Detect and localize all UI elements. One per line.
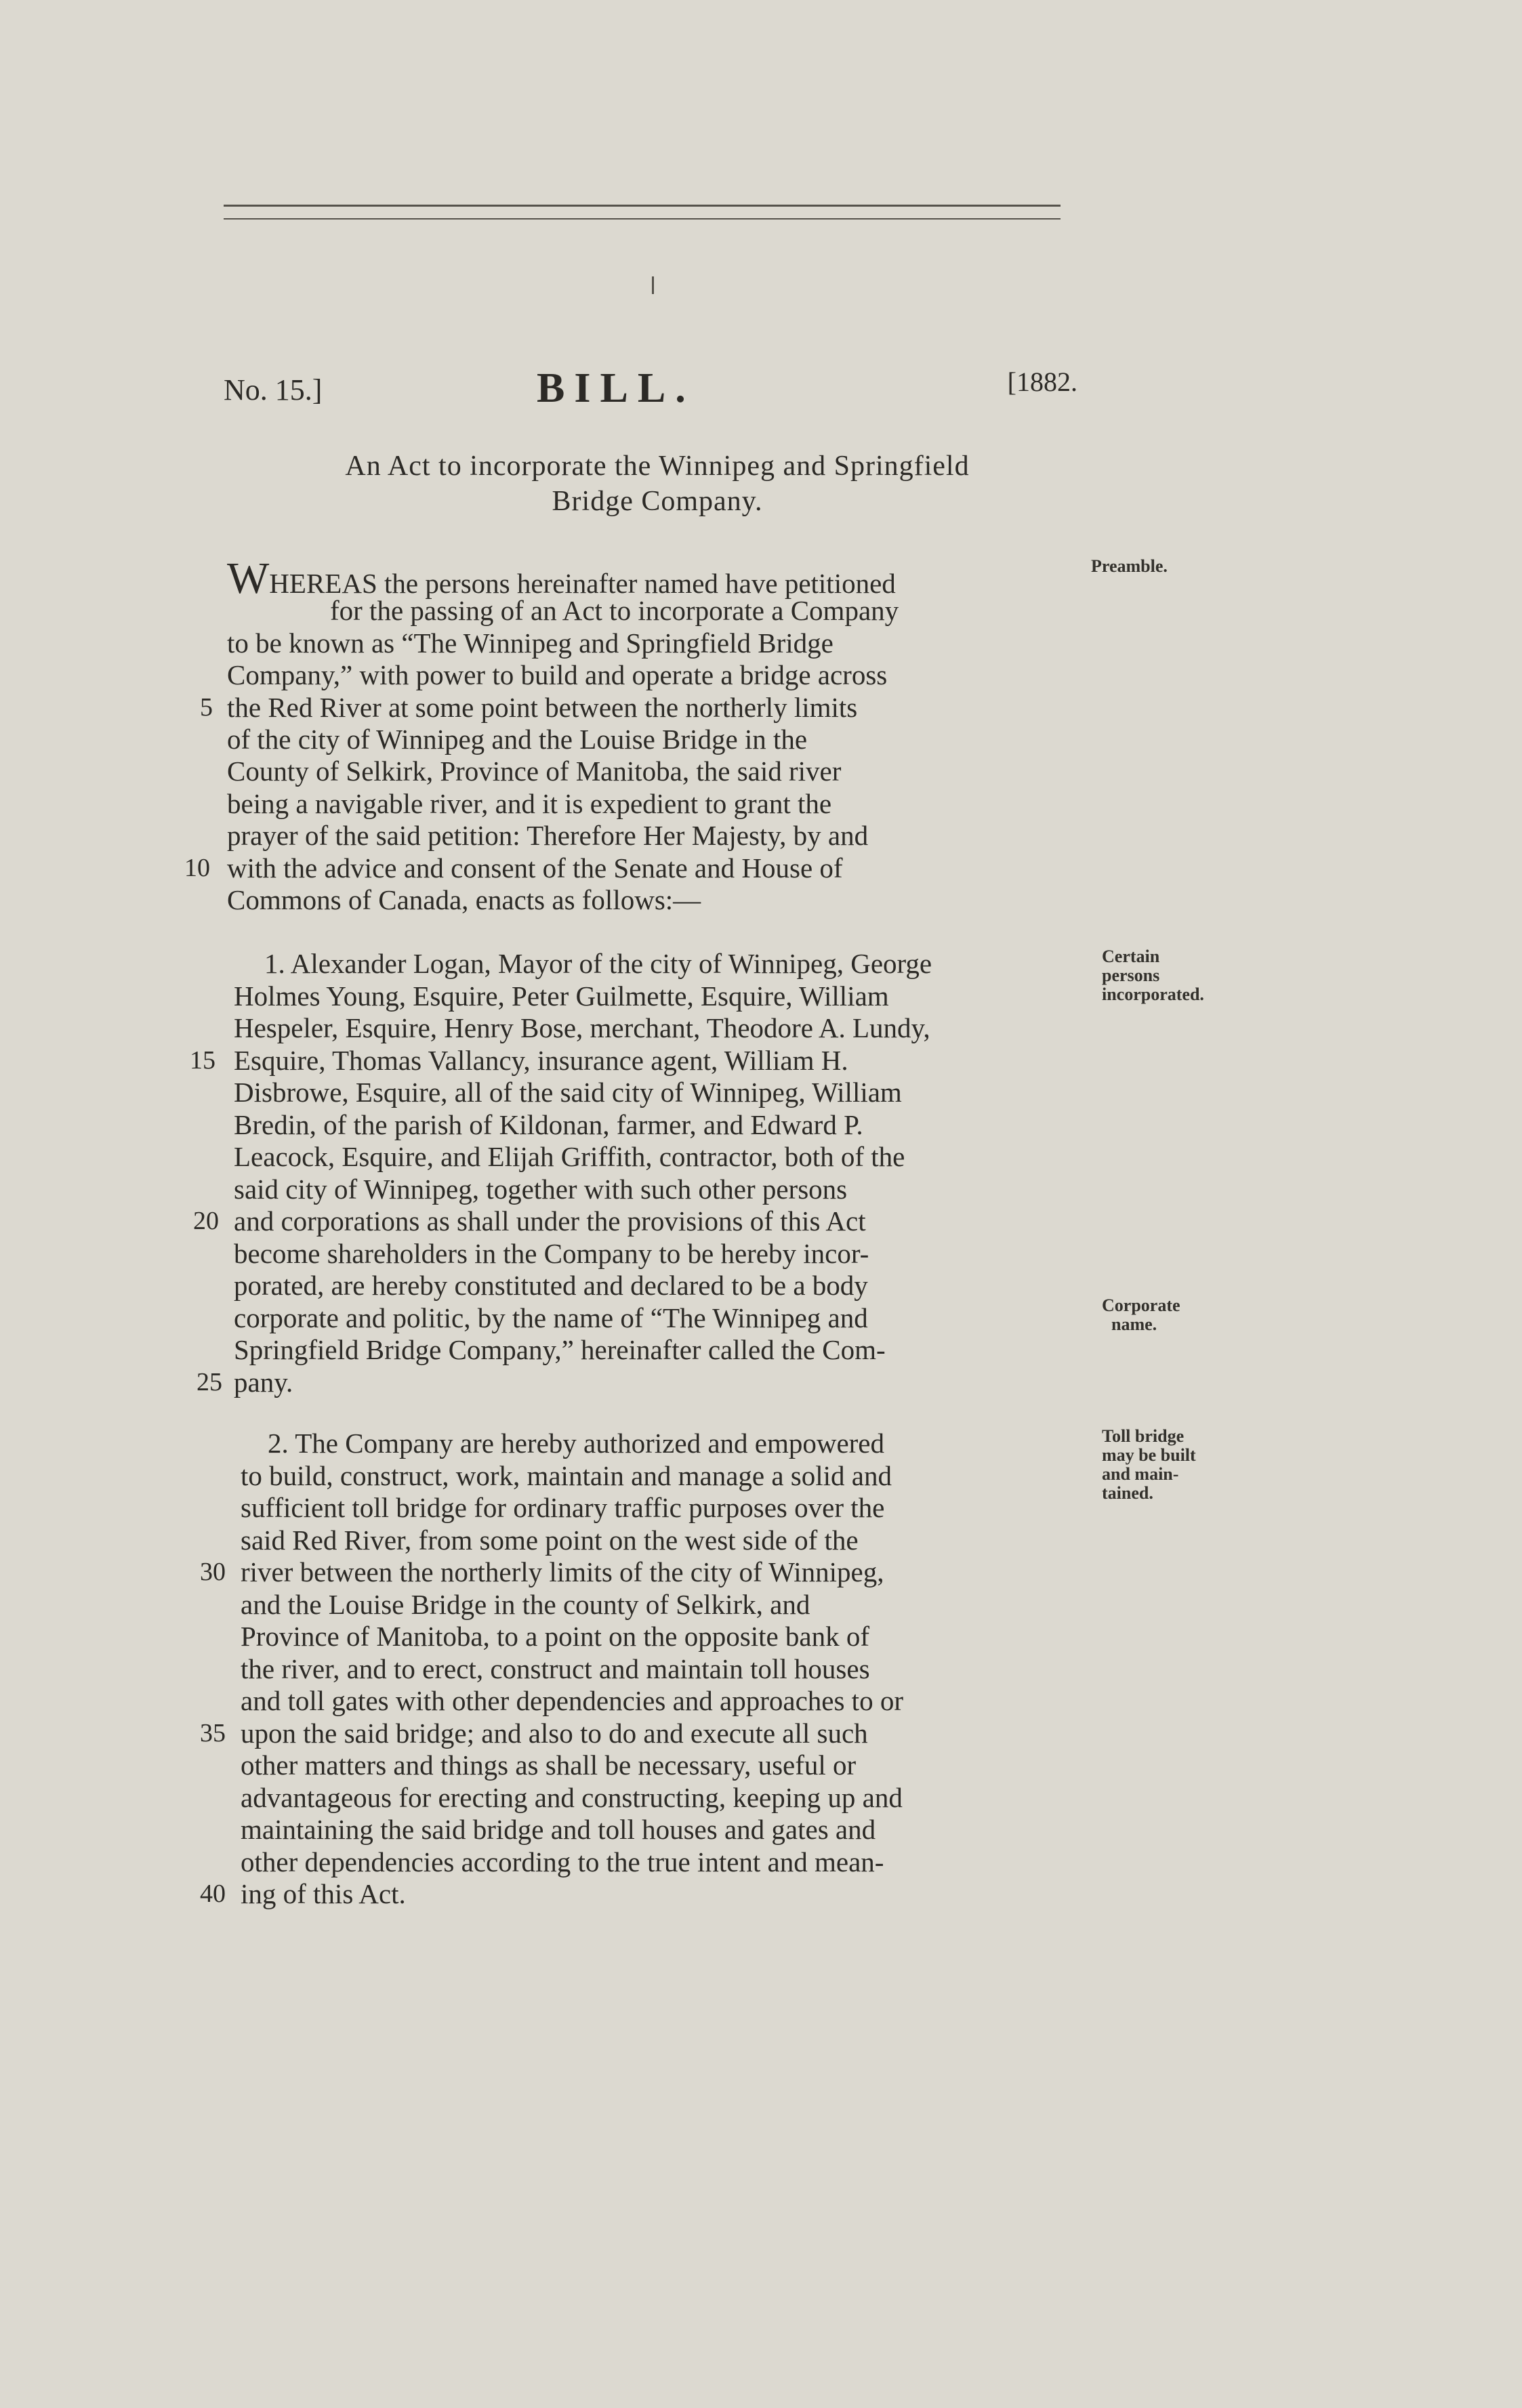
margin-note-toll-4: tained.: [1102, 1483, 1153, 1503]
section2-line-6: and the Louise Bridge in the county of Selkirk, and: [241, 1589, 810, 1620]
section1-line-12: corporate and politic, by the name of “The Winnipeg and: [234, 1302, 868, 1333]
line-number-25: 25: [197, 1368, 222, 1396]
section2-line-5: river between the northerly limits of the city of Winnipeg,: [241, 1556, 884, 1587]
bill-year: [1882.: [1007, 367, 1077, 397]
top-rule-thin: [224, 218, 1061, 220]
line-number-5: 5: [200, 693, 213, 722]
section1-line-8: said city of Winnipeg, together with such other persons: [234, 1174, 848, 1205]
top-rule: [224, 205, 1061, 207]
section2-line-14: other dependencies according to the true intent and mean-: [241, 1846, 884, 1877]
section2-line-3: sufficient toll bridge for ordinary traffic purposes over the: [241, 1492, 885, 1523]
bill-title: BILL.: [537, 365, 695, 411]
preamble-line-8: being a navigable river, and it is expedient to grant the: [227, 788, 832, 819]
section2-line-7: Province of Manitoba, to a point on the opposite bank of: [241, 1621, 870, 1652]
act-title-line-2: Bridge Company.: [552, 486, 763, 517]
preamble-line-4: Company,” with power to build and operate a bridge across: [227, 659, 888, 690]
section2-line-10: upon the said bridge; and also to do and execute all such: [241, 1718, 868, 1749]
line-number-30: 30: [200, 1558, 226, 1586]
preamble-line-1: WHEREAS the persons hereinafter named have petitioned: [227, 554, 896, 603]
margin-note-certain-1: Certain: [1102, 947, 1160, 966]
section1-line-9: and corporations as shall under the provisions of this Act: [234, 1205, 866, 1237]
section1-line-10: become shareholders in the Company to be hereby incor-: [234, 1238, 869, 1269]
section2-line-2: to build, construct, work, maintain and manage a solid and: [241, 1460, 892, 1491]
drop-cap: W: [227, 554, 270, 603]
act-title: [224, 449, 1091, 519]
line-number-15: 15: [190, 1046, 215, 1075]
preamble-line-6: of the city of Winnipeg and the Louise Bridge in the: [227, 724, 808, 755]
margin-note-toll-1: Toll bridge: [1102, 1426, 1185, 1446]
section1-line-13: Springfield Bridge Company,” hereinafter called the Com-: [234, 1334, 886, 1365]
section2-line-9: and toll gates with other dependencies and approaches to or: [241, 1685, 903, 1716]
preamble-line-9: prayer of the said petition: Therefore Her Majesty, by and: [227, 820, 869, 851]
section1-line-6: Bredin, of the parish of Kildonan, farmer, and Edward P.: [234, 1109, 863, 1140]
section2-line-12: advantageous for erecting and constructing, keeping up and: [241, 1782, 903, 1813]
preamble-line-5: the Red River at some point between the northerly limits: [227, 692, 858, 723]
section2-line-8: the river, and to erect, construct and maintain toll houses: [241, 1653, 870, 1684]
center-tick-mark: [652, 276, 654, 294]
margin-note-toll-3: and main-: [1102, 1464, 1179, 1484]
section1-line-1: 1. Alexander Logan, Mayor of the city of Winnipeg, George: [264, 948, 932, 979]
act-title-line-1: An Act to incorporate the Winnipeg and Springfield: [345, 451, 970, 482]
line-number-35: 35: [200, 1719, 226, 1747]
section1-line-7: Leacock, Esquire, and Elijah Griffith, contractor, both of the: [234, 1141, 905, 1172]
line-number-40: 40: [200, 1880, 226, 1908]
margin-note-preamble: Preamble.: [1091, 556, 1168, 576]
preamble-line-3: to be known as “The Winnipeg and Springfield Bridge: [227, 627, 834, 659]
section1-line-11: porated, are hereby constituted and declared to be a body: [234, 1270, 868, 1301]
preamble-line-11: Commons of Canada, enacts as follows:—: [227, 884, 701, 915]
margin-note-certain-3: incorporated.: [1102, 984, 1204, 1004]
section2-line-11: other matters and things as shall be necessary, useful or: [241, 1749, 857, 1781]
margin-note-certain-2: persons: [1102, 966, 1160, 985]
line-number-10: 10: [184, 854, 210, 882]
section2-line-13: maintaining the said bridge and toll houses and gates and: [241, 1814, 876, 1845]
margin-note-toll-2: may be built: [1102, 1445, 1196, 1465]
section1-line-5: Disbrowe, Esquire, all of the said city of Winnipeg, William: [234, 1077, 902, 1108]
section2-line-15: ing of this Act.: [241, 1878, 406, 1909]
preamble-line-7: County of Selkirk, Province of Manitoba, the said river: [227, 755, 842, 787]
preamble-line-10: with the advice and consent of the Senate and House of: [227, 852, 843, 884]
bill-number: No. 15.]: [224, 373, 323, 407]
margin-note-corporate-2: name.: [1111, 1314, 1157, 1334]
section2-line-1: 2. The Company are hereby authorized and empowered: [268, 1428, 885, 1459]
section1-line-2: Holmes Young, Esquire, Peter Guilmette, Esquire, William: [234, 980, 889, 1012]
section2-line-4: said Red River, from some point on the west side of the: [241, 1524, 859, 1556]
bill-header: [224, 359, 1077, 413]
preamble-line-2: for the passing of an Act to incorporate a Company: [330, 595, 899, 626]
margin-note-corporate-1: Corporate: [1102, 1295, 1180, 1315]
section1-line-14: pany.: [234, 1367, 293, 1398]
line-number-20: 20: [193, 1207, 219, 1235]
section1-line-4: Esquire, Thomas Vallancy, insurance agent, William H.: [234, 1045, 848, 1076]
section1-line-3: Hespeler, Esquire, Henry Bose, merchant, Theodore A. Lundy,: [234, 1012, 930, 1043]
